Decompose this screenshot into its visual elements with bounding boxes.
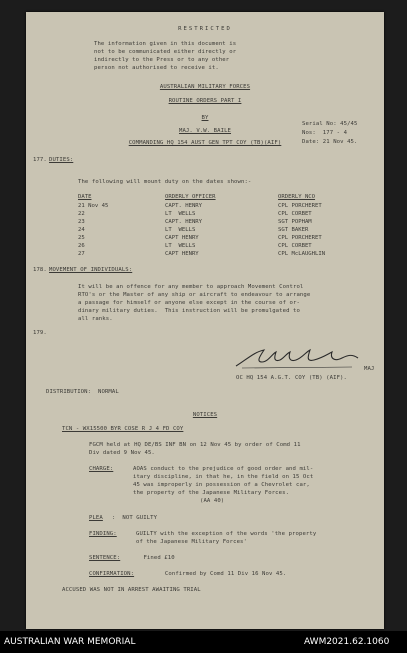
table-row: SGT POPHAM xyxy=(278,219,312,225)
table-row: LT WELLS xyxy=(165,227,196,233)
duties-header-officer: ORDERLY OFFICER xyxy=(165,194,216,200)
orders-heading: ROUTINE ORDERS PART I xyxy=(168,98,242,104)
fgcm-line-2: Div dated 9 Nov 45. xyxy=(89,450,155,456)
item-number-177: 177. xyxy=(33,157,47,163)
table-row: 22 xyxy=(78,211,85,217)
table-row: 24 xyxy=(78,227,85,233)
movement-title: MOVEMENT OF INDIVIDUALS: xyxy=(49,267,133,273)
table-row: 25 xyxy=(78,235,85,241)
movement-line-2: RTO's or the Master of any ship or aircraft to endeavour to arrange xyxy=(78,292,311,298)
table-row: CPL PORCHERET xyxy=(278,203,322,209)
table-row: LT WELLS xyxy=(165,243,196,249)
charge-line-1: AOAS conduct to the prejudice of good order and mil- xyxy=(133,466,314,472)
plea-label: PLEA xyxy=(89,515,103,521)
finding-label: FINDING: xyxy=(89,531,117,537)
charge-reference: (AA 40) xyxy=(200,498,225,504)
movement-line-5: all ranks. xyxy=(78,316,113,322)
sentence-value: Fined £10 xyxy=(140,555,175,561)
movement-line-3: a passage for himself or anyone else except in the course of or- xyxy=(78,300,300,306)
sentence-label: SENTENCE: xyxy=(89,555,121,561)
handwritten-signature xyxy=(232,346,362,370)
table-row: CAPT. HENRY xyxy=(165,203,203,209)
table-row: CAPT HENRY xyxy=(165,235,199,241)
table-row: SGT BAKER xyxy=(278,227,309,233)
force-heading: AUSTRALIAN MILITARY FORCES xyxy=(159,84,251,90)
serial-number: Serial No: 45/45 xyxy=(302,121,358,127)
order-numbers: Nos: 177 - 4 xyxy=(302,130,348,136)
notices-title: NOTICES xyxy=(192,412,218,418)
finding-line-1: GUILTY with the exception of the words 'the property xyxy=(136,531,317,537)
duties-intro: The following will mount duty on the dates shown:- xyxy=(78,179,252,185)
table-row: 27 xyxy=(78,251,85,257)
table-row: CPL CORBET xyxy=(278,211,312,217)
duties-header-date: DATE xyxy=(78,194,92,200)
accused-status: ACCUSED WAS NOT IN ARREST AWAITING TRIAL xyxy=(62,587,201,593)
table-row: CPL CORBET xyxy=(278,243,312,249)
table-row: CAPT HENRY xyxy=(165,251,199,257)
distribution: DISTRIBUTION: NORMAL xyxy=(46,389,119,395)
table-row: LT WELLS xyxy=(165,211,196,217)
by-heading: BY xyxy=(201,115,209,121)
charge-line-4: the property of the Japanese Military Forces. xyxy=(133,490,290,496)
table-row: CPL PORCHERET xyxy=(278,235,322,241)
signature-rank: MAJ xyxy=(364,366,375,372)
item-number-178: 178. xyxy=(33,267,47,273)
warning-line-4: person not authorised to receive it. xyxy=(94,65,219,71)
warning-line-1: The information given in this document is xyxy=(94,41,237,47)
confirmation-value: Confirmed by Comd 11 Div 16 Nov 45. xyxy=(158,571,287,577)
charge-label: CHARGE: xyxy=(89,466,114,472)
footer-accession: AWM2021.62.1060 xyxy=(304,637,390,647)
movement-line-4: dinary military duties. This instruction will be promulgated to xyxy=(78,308,300,314)
confirmation-label: CONFIRMATION: xyxy=(89,571,135,577)
notices-subject: TCN - WX15500 BYR COSE R J 4 FD COY xyxy=(62,426,184,432)
duties-title: DUTIES: xyxy=(49,157,74,163)
table-row: 23 xyxy=(78,219,85,225)
officer-heading: MAJ. V.W. BAILE xyxy=(178,128,232,134)
order-date: Date: 21 Nov 45. xyxy=(302,139,358,145)
table-row: 26 xyxy=(78,243,85,249)
signature-unit: OC HQ 154 A.G.T. COY (TB) (AIF). xyxy=(236,375,347,381)
duties-header-nco: ORDERLY NCO xyxy=(278,194,316,200)
footer-bar xyxy=(0,631,407,653)
footer-source: AUSTRALIAN WAR MEMORIAL xyxy=(4,637,136,647)
fgcm-line-1: FGCM held at HQ DE/BS INF BN on 12 Nov 45 by order of Comd 11 xyxy=(89,442,301,448)
table-row: CAPT. HENRY xyxy=(165,219,203,225)
item-number-179: 179. xyxy=(33,330,47,336)
table-row: CPL McLAUGHLIN xyxy=(278,251,326,257)
command-heading: COMMANDING HQ 154 AUST GEN TPT COY (TB)(AIF) xyxy=(128,140,282,146)
table-row: 21 Nov 45 xyxy=(78,203,109,209)
charge-line-3: 45 was improperly in possession of a Chevrolet car, xyxy=(133,482,310,488)
classification-heading: RESTRICTED xyxy=(178,26,232,32)
plea-value: : NOT GUILTY xyxy=(112,515,158,521)
warning-line-3: indirectly to the Press or to any other xyxy=(94,57,230,63)
warning-line-2: not to be communicated either directly or xyxy=(94,49,237,55)
finding-line-2: of the Japanese Military Forces' xyxy=(136,539,247,545)
charge-line-2: itary discipline, in that he, in the field on 15 Oct xyxy=(133,474,314,480)
movement-line-1: It will be an offence for any member to approach Movement Control xyxy=(78,284,304,290)
